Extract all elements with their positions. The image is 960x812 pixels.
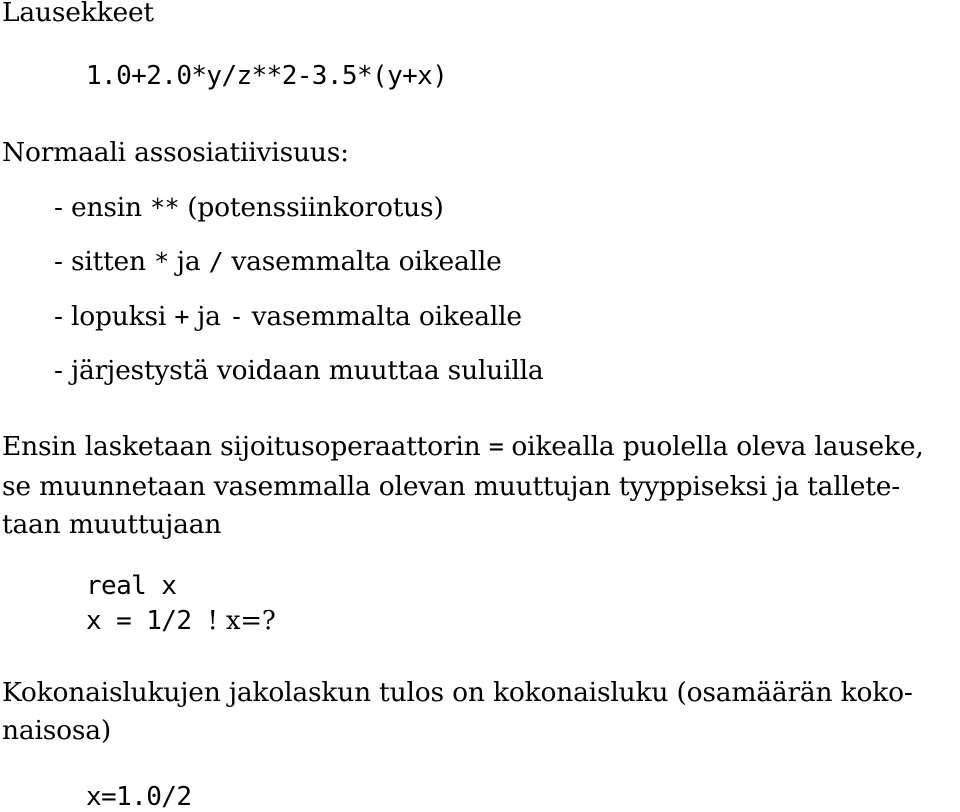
associativity-item-parentheses <box>54 355 544 386</box>
associativity-item-power <box>54 192 444 223</box>
item-text: - järjestystä voidaan muuttaa suluilla <box>54 355 544 386</box>
assignment-operator: = <box>488 432 504 461</box>
item-text: - sitten <box>54 246 155 277</box>
item-text: vasemmalta oikealle <box>243 301 522 332</box>
associativity-heading: Normaali assosiatiivisuus: <box>2 137 349 168</box>
code-declaration: real x <box>86 571 177 601</box>
associativity-item-add-subtract <box>54 301 522 332</box>
item-text: (potenssiinkorotus) <box>179 192 444 223</box>
item-operator: / <box>208 247 224 276</box>
item-operator: + <box>174 302 189 331</box>
item-text: ja <box>168 246 209 277</box>
page-title: Lausekkeet <box>2 0 154 28</box>
code-final-assignment: x=1.0/2 <box>86 782 192 812</box>
item-text: - lopuksi <box>54 301 175 332</box>
item-text: vasemmalta oikealle <box>223 246 502 277</box>
integer-division-line-1: Kokonaislukujen jakolaskun tulos on kokonaisluku (osamäärän koko- <box>2 677 913 708</box>
item-operator: - <box>228 302 244 331</box>
associativity-item-multiply-divide <box>54 246 502 277</box>
paragraph-text: oikealla puolella oleva lauseke, <box>503 431 924 462</box>
item-text: ja <box>188 301 229 332</box>
integer-division-line-2: naisosa) <box>2 715 112 746</box>
paragraph-text: Ensin lasketaan sijoitusoperaattorin <box>2 431 489 462</box>
item-operator: * <box>154 247 169 276</box>
code-statement: x = 1/2 <box>86 606 192 636</box>
assignment-paragraph-line-1 <box>2 431 924 462</box>
item-operator: ** <box>150 193 179 222</box>
assignment-paragraph-line-2: se muunnetaan vasemmalla olevan muuttujan tyyppiseksi ja tallete- <box>2 471 900 502</box>
code-comment-text: ! x=? <box>207 606 276 636</box>
code-assignment <box>86 608 276 635</box>
code-comment <box>191 606 207 636</box>
item-text: - ensin <box>54 192 151 223</box>
assignment-paragraph-line-3: taan muuttujaan <box>2 509 222 540</box>
code-expression: 1.0+2.0*y/z**2-3.5*(y+x) <box>86 61 448 91</box>
